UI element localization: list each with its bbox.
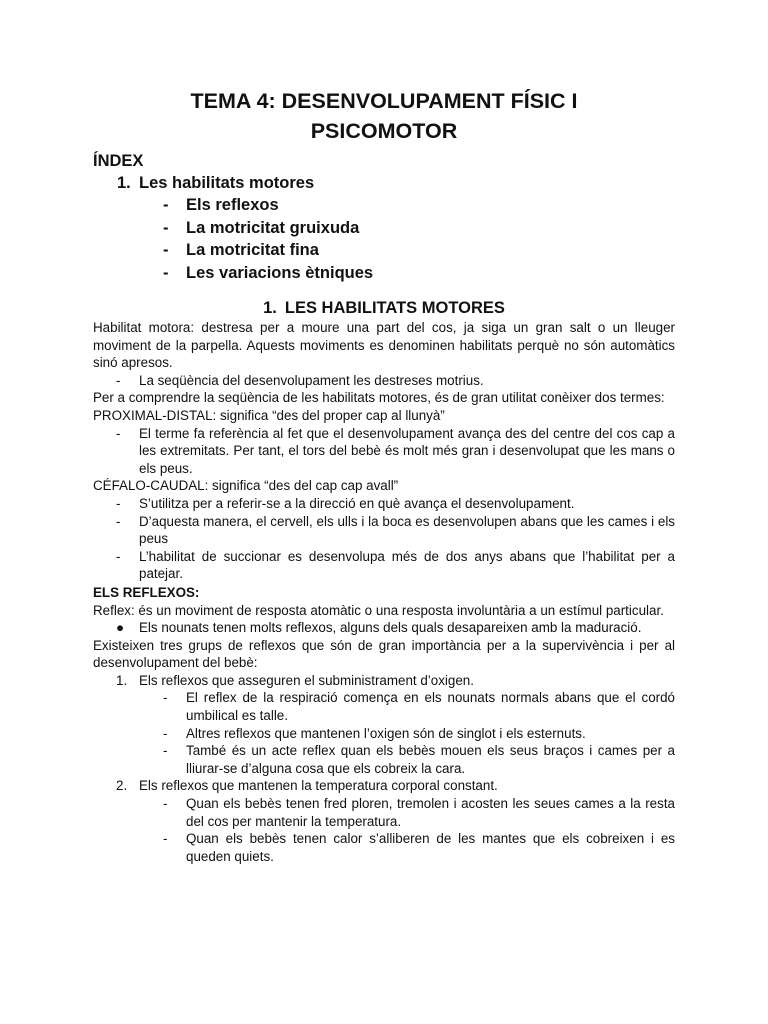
list-item-text: El terme fa referència al fet que el desenvolupament avança des del centre del cos cap a les extremitats. Per tant, el tors del bebè és molt més gran i desenvolupat que les mans o els peus. [139, 425, 675, 476]
dash-marker: - [116, 495, 121, 511]
dash-list-item [93, 513, 675, 548]
dash-marker: - [163, 690, 168, 706]
index-subitem-label: Les variacions ètniques [186, 263, 374, 282]
dash-marker: - [163, 263, 169, 282]
subsection-heading: ELS REFLEXOS: [93, 584, 200, 600]
paragraph: Existeixen tres grups de reflexos que són de gran importància per a la supervivència i per al desenvolupament del bebè: [93, 637, 675, 671]
bullet-list-item [93, 619, 675, 637]
numbered-list-item [93, 672, 675, 690]
dash-list-item [93, 425, 675, 478]
title-line-1: TEMA 4: DESENVOLUPAMENT FÍSIC I [190, 89, 578, 113]
list-item-text: Els nounats tenen molts reflexos, alguns dels quals desapareixen amb la maduració. [139, 620, 642, 636]
dash-list-item [93, 742, 675, 777]
paragraph: Per a comprendre la seqüència de les habilitats motores, és de gran utilitat conèixer dos termes: [93, 390, 665, 406]
list-item-text: La seqüència del desenvolupament les destreses motrius. [139, 372, 484, 388]
dash-marker: - [163, 241, 169, 259]
index-subitem [93, 239, 675, 262]
dash-marker: - [163, 743, 168, 759]
dash-list-item [93, 830, 675, 865]
paragraph: Reflex: és un moviment de resposta atomàtic o una resposta involuntària a un estímul particular. [93, 602, 664, 618]
paragraph: Habilitat motora: destresa per a moure una part del cos, ja siga un gran salt o un lleuger moviment de la parpella. Aquests moviments es denominen habilitats perquè no són automàtics sinó apresos. [93, 320, 675, 371]
list-item-text: El reflex de la respiració comença en els nounats normals abans que el cordó umbilical es talle. [186, 690, 675, 724]
index-heading: ÍNDEX [93, 152, 144, 170]
list-item-text: S’utilitza per a referir-se a la direcció en què avança el desenvolupament. [139, 495, 575, 511]
index-item-number: 1. [117, 174, 131, 192]
dash-list-item [93, 372, 675, 390]
index-subitem [93, 262, 675, 285]
dash-list-item [93, 495, 675, 513]
index-item-label: Les habilitats motores [139, 174, 315, 192]
dash-marker: - [163, 218, 169, 237]
index-subitem [93, 217, 675, 240]
numbered-list-item [93, 777, 675, 795]
index-subitem-label: La motricitat gruixuda [186, 218, 360, 237]
index-subitem-label: La motricitat fina [186, 241, 319, 259]
dash-marker: - [163, 831, 168, 847]
document-page [93, 86, 675, 865]
index-item-1 [93, 172, 675, 194]
dash-list-item [93, 548, 675, 583]
dash-list-item [93, 689, 675, 724]
list-number: 1. [116, 672, 128, 688]
dash-marker: - [116, 513, 121, 529]
list-item-text: Quan els bebès tenen fred ploren, tremolen i acosten les seues cames a la resta del cos per mantenir la temperatura. [186, 796, 675, 829]
index-subitem [93, 194, 675, 217]
list-item-text: També és un acte reflex quan els bebès mouen els seus braços i cames per a lliurar-se d’alguna cosa que els cobreix la cara. [186, 743, 675, 776]
paragraph: PROXIMAL-DISTAL: significa “des del proper cap al llunyà” [93, 407, 445, 423]
paragraph: CÉFALO-CAUDAL: significa “des del cap cap avall” [93, 478, 399, 494]
section-heading [93, 297, 675, 319]
section-title: LES HABILITATS MOTORES [284, 299, 505, 317]
dash-marker: - [116, 372, 121, 388]
list-number: 2. [116, 778, 128, 794]
dash-list-item [93, 725, 675, 743]
dash-list-item [93, 795, 675, 830]
list-item-text: D’aquesta manera, el cervell, els ulls i la boca es desenvolupen abans que les cames i els peus [139, 513, 675, 547]
list-item-text: Quan els bebès tenen calor s’alliberen de les mantes que els cobreixen i es queden quiets. [186, 831, 675, 864]
dash-marker: - [163, 725, 168, 741]
list-item-text: Els reflexos que asseguren el subministrament d’oxigen. [139, 672, 474, 688]
index-subitem-label: Els reflexos [186, 196, 279, 214]
list-item-text: Altres reflexos que mantenen l’oxigen són de singlot i els esternuts. [186, 725, 586, 741]
title-line-2: PSICOMOTOR [310, 119, 458, 143]
dash-marker: - [163, 196, 169, 214]
document-title [93, 86, 675, 146]
section-number: 1. [263, 299, 277, 317]
bullet-marker: ● [116, 620, 125, 636]
dash-marker: - [163, 796, 168, 812]
dash-marker: - [116, 548, 121, 564]
dash-marker: - [116, 425, 121, 441]
list-item-text: L’habilitat de succionar es desenvolupa més de dos anys abans que l’habilitat per a patejar. [139, 548, 675, 582]
list-item-text: Els reflexos que mantenen la temperatura corporal constant. [139, 778, 498, 794]
